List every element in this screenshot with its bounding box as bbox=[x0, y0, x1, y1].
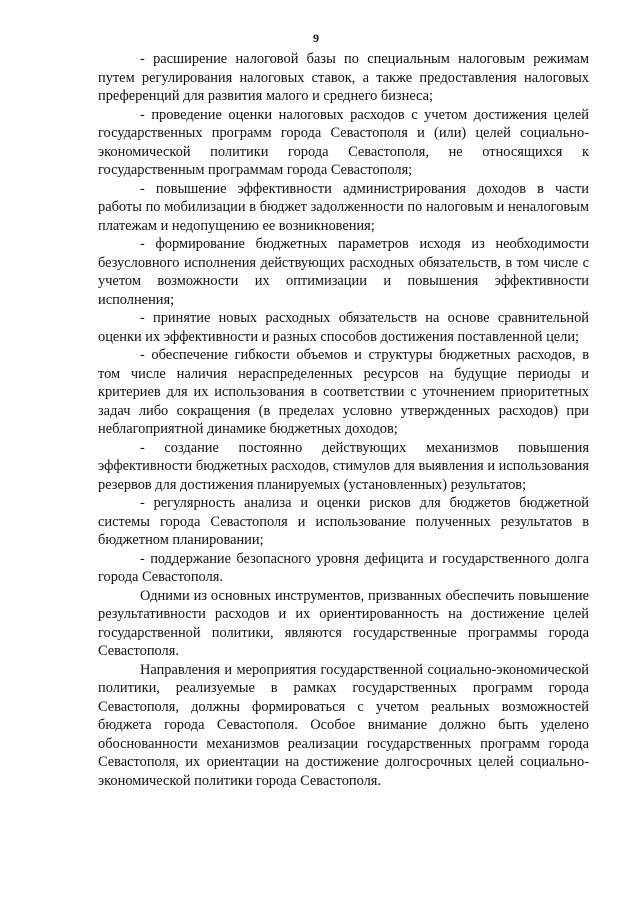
paragraph-tax-expenditure-assessment: - проведение оценки налоговых расходов с учетом достижения целей государственных программ города Севастополя и (или) целей социально-экономической политики города Севастополя, не относящихся к государственным программам города Севастополя; bbox=[98, 106, 589, 178]
page-number: 9 bbox=[313, 31, 319, 45]
paragraph-expenditure-flexibility: - обеспечение гибкости объемов и структуры бюджетных расходов, в том числе наличия нераспределенных ресурсов на будущие периоды и критериев для их использования в соответствии с уточнением приоритетных задач либо сокращения (в пределах условно утвержденных расходов) при неблагоприятной динамике бюджетных доходов; bbox=[98, 347, 589, 437]
paragraph-deficit-and-debt: - поддержание безопасного уровня дефицита и государственного долга города Севастополя. bbox=[98, 550, 589, 585]
paragraph-revenue-administration: - повышение эффективности администрирования доходов в части работы по мобилизации в бюджет задолженности по налоговым и неналоговым платежам и недопущению ее возникновения; bbox=[98, 180, 589, 234]
paragraph-tax-base: - расширение налоговой базы по специальным налоговым режимам путем регулирования налоговых ставок, а также предоставления налоговых преференций для развития малого и среднего бизнеса; bbox=[98, 51, 589, 104]
paragraph-state-programs-instruments: Одними из основных инструментов, призванных обеспечить повышение результативности расходов и их ориентированность на достижение целей государственной политики, являются государственные программы города Севастополя. bbox=[98, 587, 589, 659]
paragraph-policy-directions: Направления и мероприятия государственной социально-экономической политики, реализуемые в рамках государственных программ города Севастополя, должны формироваться с учетом реальных возможностей бюджета города Севастополя. Особое внимание должно быть уделено обоснованности механизмов реализации государственных программ города Севастополя, их ориентации на достижение долгосрочных целей социально-экономической политики города Севастополя. bbox=[98, 661, 589, 789]
paragraph-risk-analysis: - регулярность анализа и оценки рисков для бюджетов бюджетной системы города Севастополя и использование полученных результатов в бюджетном планировании; bbox=[98, 495, 589, 548]
paragraph-new-obligations: - принятие новых расходных обязательств на основе сравнительной оценки их эффективности и разных способов достижения поставленной цели; bbox=[98, 310, 589, 345]
document-body bbox=[98, 50, 589, 790]
paragraph-efficiency-mechanisms: - создание постоянно действующих механизмов повышения эффективности бюджетных расходов, стимулов для выявления и использования резервов для достижения планируемых (установленных) результатов; bbox=[98, 439, 589, 493]
paragraph-budget-parameters: - формирование бюджетных параметров исходя из необходимости безусловного исполнения действующих расходных обязательств, в том числе с учетом возможности их оптимизации и повышения эффективности исполнения; bbox=[98, 236, 589, 308]
